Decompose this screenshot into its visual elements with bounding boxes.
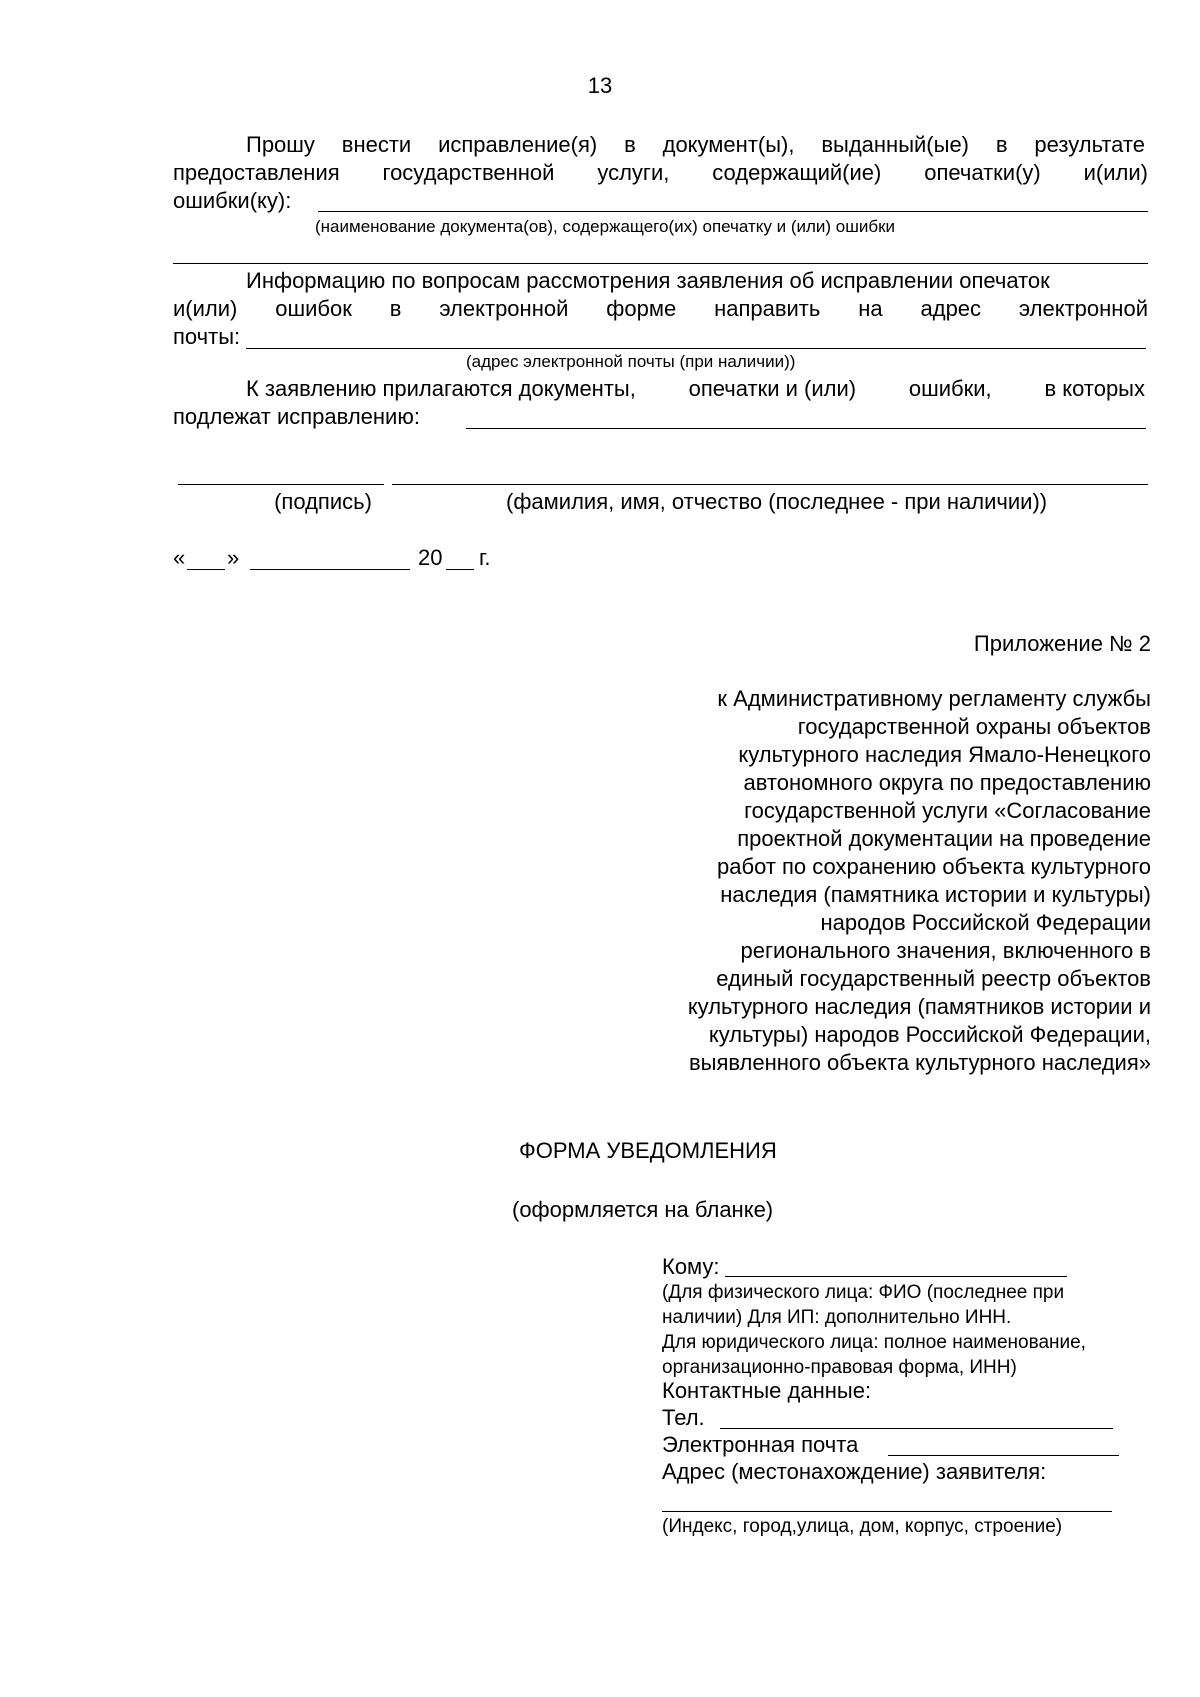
appendix-line: единый государственный реестр объектов bbox=[716, 966, 1151, 991]
word: направить bbox=[714, 296, 821, 321]
appendix-text bbox=[560, 685, 1151, 1077]
phone-label: Тел. bbox=[662, 1405, 705, 1430]
day-blank bbox=[187, 569, 225, 570]
hint-line: Для юридического лица: полное наименование, bbox=[662, 1332, 1086, 1353]
full-name-caption: (фамилия, имя, отчество (последнее - при наличии)) bbox=[506, 489, 1048, 514]
appendix-line: государственной услуги «Согласование bbox=[744, 798, 1151, 823]
to-label: Кому: bbox=[662, 1254, 720, 1279]
appendix-line: к Административному регламенту службы bbox=[717, 686, 1151, 711]
email-label: Электронная почта bbox=[662, 1432, 859, 1457]
appendix-line: культурного наследия Ямало-Ненецкого bbox=[738, 742, 1151, 767]
to-hints bbox=[662, 1280, 1086, 1380]
signature-blank bbox=[178, 484, 384, 485]
word: опечатки и (или) bbox=[688, 376, 857, 401]
word: внести bbox=[341, 132, 412, 157]
word: на bbox=[858, 296, 883, 321]
word: в bbox=[389, 296, 402, 321]
word: в bbox=[995, 132, 1008, 157]
word: и(или) bbox=[173, 296, 238, 321]
word: услуги, bbox=[597, 160, 670, 185]
word: документ(ы), bbox=[662, 132, 795, 157]
address-hint: (Индекс, город,улица, дом, корпус, строение) bbox=[662, 1516, 1063, 1537]
to-blank bbox=[725, 1276, 1067, 1277]
form-title: ФОРМА УВЕДОМЛЕНИЯ bbox=[519, 1138, 777, 1163]
word: результате bbox=[1034, 132, 1145, 157]
info-line-1: Информацию по вопросам рассмотрения заявления об исправлении опечаток bbox=[246, 268, 1050, 293]
page-number: 13 bbox=[587, 73, 613, 98]
word: государственной bbox=[382, 160, 555, 185]
attach-line-1 bbox=[246, 375, 1145, 403]
word: Прошу bbox=[246, 132, 315, 157]
word: в которых bbox=[1044, 376, 1145, 401]
phone-blank bbox=[720, 1428, 1113, 1429]
year-blank bbox=[446, 569, 474, 570]
appendix-line: работ по сохранению объекта культурного bbox=[717, 854, 1151, 879]
info-line-3-lead: почты: bbox=[173, 324, 241, 349]
appendix-line: наследия (памятника истории и культуры) bbox=[720, 882, 1151, 907]
request-line-2 bbox=[173, 159, 1148, 187]
signature-caption: (подпись) bbox=[274, 489, 372, 514]
word: адрес bbox=[920, 296, 982, 321]
word: форме bbox=[606, 296, 677, 321]
word: электронной bbox=[439, 296, 569, 321]
month-blank bbox=[250, 569, 410, 570]
date-open-quote: « bbox=[173, 545, 186, 570]
word: К заявлению прилагаются документы, bbox=[246, 376, 636, 401]
hint-line: (Для физического лица: ФИО (последнее при bbox=[662, 1282, 1065, 1303]
email-caption: (адрес электронной почты (при наличии)) bbox=[466, 352, 796, 371]
appendix-line: выявленного объекта культурного наследия» bbox=[688, 1050, 1151, 1075]
hint-line: организационно-правовая форма, ИНН) bbox=[662, 1357, 1017, 1378]
appendix-line: культурного наследия (памятников истории и bbox=[687, 994, 1151, 1019]
full-name-blank bbox=[392, 484, 1148, 485]
date-close-quote: » bbox=[227, 545, 240, 570]
word: предоставления bbox=[173, 160, 340, 185]
year-prefix: 20 bbox=[418, 545, 443, 570]
word: в bbox=[624, 132, 636, 157]
appendix-title: Приложение № 2 bbox=[973, 631, 1151, 656]
word: выданный(ые) bbox=[821, 132, 970, 157]
appendix-line: государственной охраны объектов bbox=[797, 714, 1151, 739]
word: и(или) bbox=[1083, 160, 1148, 185]
appendix-line: проектной документации на проведение bbox=[737, 826, 1151, 851]
request-line-1 bbox=[246, 131, 1145, 159]
word: опечатки(у) bbox=[924, 160, 1041, 185]
address-label: Адрес (местонахождение) заявителя: bbox=[662, 1459, 1047, 1484]
word: ошибки, bbox=[908, 376, 992, 401]
document-name-blank bbox=[318, 211, 1148, 212]
attach-line-2-lead: подлежат исправлению: bbox=[173, 404, 420, 429]
address-blank bbox=[662, 1511, 1112, 1512]
word: содержащий(ие) bbox=[712, 160, 882, 185]
word: исправление(я) bbox=[438, 132, 598, 157]
year-suffix: г. bbox=[479, 545, 491, 570]
document-name-caption: (наименование документа(ов), содержащего(их) опечатку и (или) ошибки bbox=[315, 217, 896, 236]
attachments-blank bbox=[466, 428, 1146, 429]
form-subtitle: (оформляется на бланке) bbox=[512, 1197, 774, 1222]
contacts-label: Контактные данные: bbox=[662, 1378, 872, 1403]
email-blank bbox=[246, 348, 1146, 349]
hint-line: наличии) Для ИП: дополнительно ИНН. bbox=[662, 1307, 1012, 1328]
appendix-line: регионального значения, включенного в bbox=[740, 938, 1151, 963]
info-line-2 bbox=[173, 295, 1148, 323]
appendix-line: культуры) народов Российской Федерации, bbox=[708, 1022, 1151, 1047]
appendix-line: народов Российской Федерации bbox=[820, 910, 1151, 935]
word: ошибок bbox=[275, 296, 352, 321]
word: электронной bbox=[1018, 296, 1148, 321]
appendix-line: автономного округа по предоставлению bbox=[743, 770, 1151, 795]
request-line-3-lead: ошибки(ку): bbox=[173, 188, 292, 213]
email-value-blank bbox=[888, 1455, 1119, 1456]
document-name-blank-2 bbox=[173, 263, 1148, 264]
